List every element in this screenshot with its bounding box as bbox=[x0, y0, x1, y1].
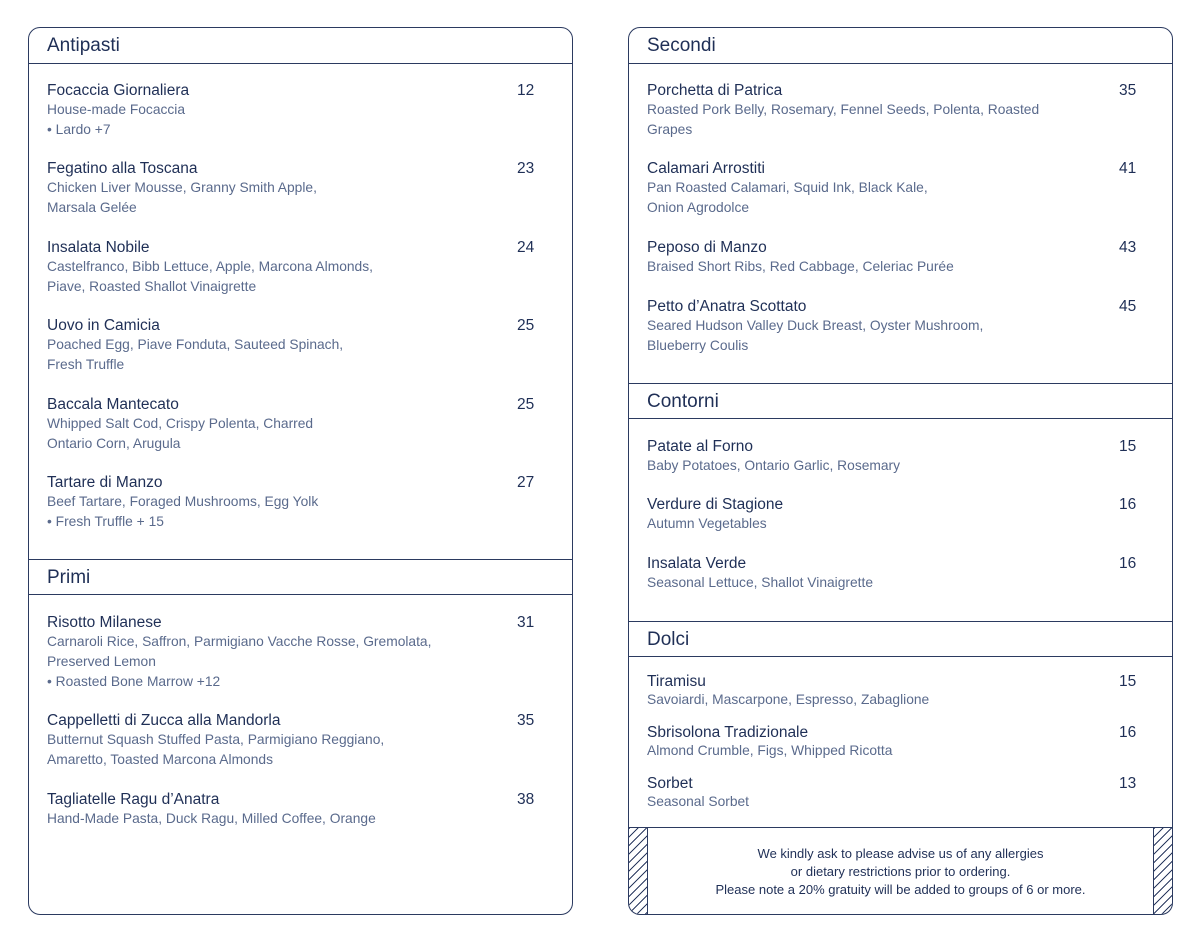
item-name: Sorbet bbox=[647, 775, 693, 792]
item-description: Preserved Lemon bbox=[47, 654, 156, 669]
item-price: 43 bbox=[1119, 239, 1137, 256]
item-description: Seasonal Lettuce, Shallot Vinaigrette bbox=[647, 575, 874, 590]
item-name: Focaccia Giornaliera bbox=[47, 82, 190, 99]
item-description: Pan Roasted Calamari, Squid Ink, Black Kale, bbox=[647, 180, 928, 195]
menu-item bbox=[647, 495, 1142, 534]
section-title-antipasti: Antipasti bbox=[29, 28, 572, 64]
item-description: Fresh Truffle bbox=[47, 357, 125, 372]
notice-line: We kindly ask to please advise us of any allergies bbox=[757, 846, 1044, 861]
item-price: 16 bbox=[1119, 724, 1137, 741]
menu-item bbox=[47, 81, 542, 140]
item-description: • Fresh Truffle + 15 bbox=[47, 514, 164, 529]
menu-item bbox=[647, 297, 1142, 356]
menu-item bbox=[647, 554, 1142, 593]
item-name: Risotto Milanese bbox=[47, 614, 162, 631]
notice-line: Please note a 20% gratuity will be added to groups of 6 or more. bbox=[715, 882, 1086, 897]
item-description: Savoiardi, Mascarpone, Espresso, Zabaglione bbox=[647, 692, 930, 707]
menu-item bbox=[47, 316, 542, 375]
menu-item bbox=[647, 81, 1142, 140]
item-price: 16 bbox=[1119, 496, 1137, 513]
item-description: Braised Short Ribs, Red Cabbage, Celeriac Purée bbox=[647, 259, 954, 274]
item-description: Almond Crumble, Figs, Whipped Ricotta bbox=[647, 743, 893, 758]
item-price: 35 bbox=[1119, 82, 1137, 99]
item-description: Roasted Pork Belly, Rosemary, Fennel Seeds, Polenta, Roasted bbox=[647, 102, 1040, 117]
item-price: 27 bbox=[517, 474, 535, 491]
item-description: Piave, Roasted Shallot Vinaigrette bbox=[47, 279, 257, 294]
right-menu-panel bbox=[628, 27, 1173, 915]
item-price: 38 bbox=[517, 791, 535, 808]
item-name: Tartare di Manzo bbox=[47, 474, 163, 491]
item-name: Baccala Mantecato bbox=[47, 396, 179, 413]
item-price: 24 bbox=[517, 239, 535, 256]
hatch-decoration-right bbox=[1153, 828, 1172, 914]
menu-item bbox=[47, 395, 542, 454]
item-price: 25 bbox=[517, 396, 535, 413]
item-price: 15 bbox=[1119, 673, 1137, 690]
allergy-notice-text bbox=[659, 845, 1142, 899]
item-price: 13 bbox=[1119, 775, 1137, 792]
item-description: Carnaroli Rice, Saffron, Parmigiano Vacche Rosse, Gremolata, bbox=[47, 634, 432, 649]
item-price: 12 bbox=[517, 82, 535, 99]
item-description: Autumn Vegetables bbox=[647, 516, 767, 531]
item-name: Fegatino alla Toscana bbox=[47, 160, 198, 177]
item-name: Sbrisolona Tradizionale bbox=[647, 724, 809, 741]
allergy-notice-box bbox=[629, 827, 1172, 914]
menu-item bbox=[647, 672, 1142, 709]
item-price: 23 bbox=[517, 160, 535, 177]
menu-item bbox=[647, 723, 1142, 760]
item-price: 41 bbox=[1119, 160, 1137, 177]
item-name: Tagliatelle Ragu d’Anatra bbox=[47, 791, 220, 808]
item-description: • Roasted Bone Marrow +12 bbox=[47, 674, 221, 689]
item-description: Beef Tartare, Foraged Mushrooms, Egg Yolk bbox=[47, 494, 319, 509]
item-description: Ontario Corn, Arugula bbox=[47, 436, 181, 451]
item-description: Whipped Salt Cod, Crispy Polenta, Charred bbox=[47, 416, 314, 431]
section-title-primi: Primi bbox=[29, 559, 572, 595]
item-name: Tiramisu bbox=[647, 673, 706, 690]
item-price: 15 bbox=[1119, 438, 1137, 455]
item-price: 31 bbox=[517, 614, 535, 631]
section-title-contorni: Contorni bbox=[629, 383, 1172, 419]
item-description: Seared Hudson Valley Duck Breast, Oyster Mushroom, bbox=[647, 318, 984, 333]
item-name: Petto d’Anatra Scottato bbox=[647, 298, 807, 315]
section-title-secondi: Secondi bbox=[629, 28, 1172, 64]
item-description: Hand-Made Pasta, Duck Ragu, Milled Coffee, Orange bbox=[47, 811, 376, 826]
hatch-decoration-left bbox=[629, 828, 648, 914]
item-name: Calamari Arrostiti bbox=[647, 160, 765, 177]
item-price: 16 bbox=[1119, 555, 1137, 572]
item-name: Peposo di Manzo bbox=[647, 239, 767, 256]
notice-line: or dietary restrictions prior to ordering. bbox=[790, 864, 1011, 879]
item-name: Cappelletti di Zucca alla Mandorla bbox=[47, 712, 281, 729]
item-description: Baby Potatoes, Ontario Garlic, Rosemary bbox=[647, 458, 901, 473]
menu-item bbox=[47, 159, 542, 218]
item-name: Insalata Verde bbox=[647, 555, 747, 572]
menu-item bbox=[47, 473, 542, 532]
menu-item bbox=[47, 711, 542, 770]
item-description: Onion Agrodolce bbox=[647, 200, 750, 215]
left-menu-panel bbox=[28, 27, 573, 915]
item-description: Butternut Squash Stuffed Pasta, Parmigiano Reggiano, bbox=[47, 732, 385, 747]
menu-item bbox=[647, 774, 1142, 811]
item-description: Chicken Liver Mousse, Granny Smith Apple, bbox=[47, 180, 317, 195]
menu-item bbox=[47, 790, 542, 829]
item-name: Uovo in Camicia bbox=[47, 317, 160, 334]
item-description: Amaretto, Toasted Marcona Almonds bbox=[47, 752, 273, 767]
menu-item bbox=[647, 437, 1142, 476]
item-price: 35 bbox=[517, 712, 535, 729]
menu-item bbox=[647, 238, 1142, 277]
item-name: Insalata Nobile bbox=[47, 239, 150, 256]
menu-item bbox=[47, 238, 542, 297]
item-price: 45 bbox=[1119, 298, 1137, 315]
section-title-dolci: Dolci bbox=[629, 621, 1172, 657]
item-description: Castelfranco, Bibb Lettuce, Apple, Marcona Almonds, bbox=[47, 259, 373, 274]
item-name: Porchetta di Patrica bbox=[647, 82, 783, 99]
item-description: Marsala Gelée bbox=[47, 200, 137, 215]
item-description: House-made Focaccia bbox=[47, 102, 186, 117]
item-name: Verdure di Stagione bbox=[647, 496, 784, 513]
item-name: Patate al Forno bbox=[647, 438, 753, 455]
item-description: • Lardo +7 bbox=[47, 122, 111, 137]
item-description: Poached Egg, Piave Fonduta, Sauteed Spinach, bbox=[47, 337, 344, 352]
item-description: Grapes bbox=[647, 122, 693, 137]
menu-item bbox=[647, 159, 1142, 218]
item-description: Blueberry Coulis bbox=[647, 338, 749, 353]
item-price: 25 bbox=[517, 317, 535, 334]
menu-item bbox=[47, 613, 542, 692]
item-description: Seasonal Sorbet bbox=[647, 794, 750, 809]
